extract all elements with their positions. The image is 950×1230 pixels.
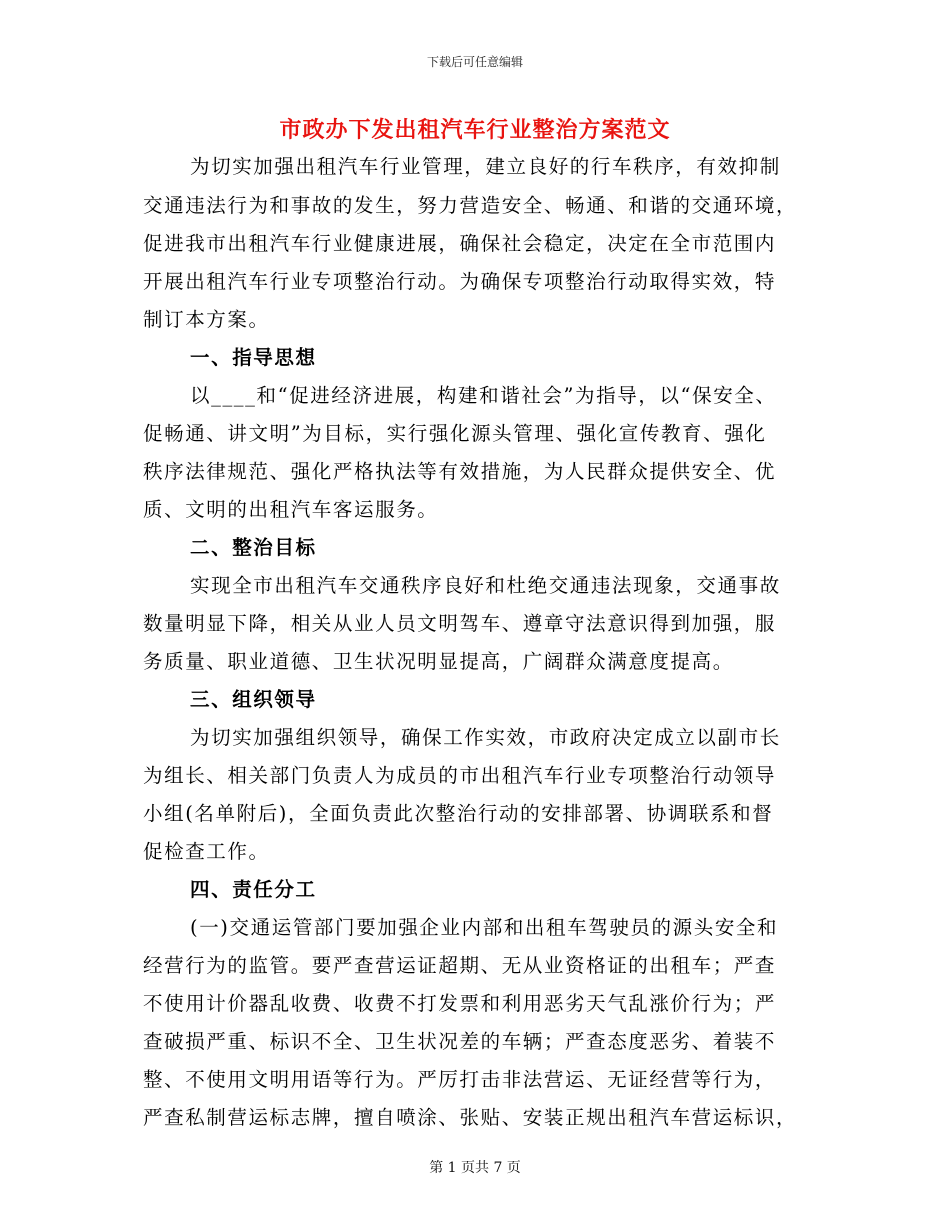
paragraph-line: 不使用计价器乱收费、收费不打发票和利用恶劣天气乱涨价行为；严	[143, 992, 777, 1015]
paragraph-line: 开展出租汽车行业专项整治行动。为确保专项整治行动取得实效，特	[143, 270, 777, 293]
paragraph-line: 为切实加强出租汽车行业管理，建立良好的行车秩序，有效抑制	[190, 155, 781, 178]
paragraph-line: 整、不使用文明用语等行为。严厉打击非法营运、无证经营等行为，	[143, 1068, 777, 1091]
paragraph-line: 实现全市出租汽车交通秩序良好和杜绝交通违法现象，交通事故	[190, 574, 781, 597]
paragraph-line: 促检查工作。	[143, 840, 270, 863]
section-heading: 四、责任分工	[190, 878, 317, 901]
paragraph-line: (一)交通运管部门要加强企业内部和出租车驾驶员的源头安全和	[190, 916, 779, 939]
page-header: 下载后可任意编辑	[426, 55, 523, 69]
section-heading: 一、指导思想	[190, 346, 317, 369]
paragraph-line: 交通违法行为和事故的发生，努力营造安全、畅通、和谐的交通环境，	[143, 194, 798, 217]
document-title: 市政办下发出租汽车行业整治方案范文	[279, 117, 671, 143]
section-heading: 三、组织领导	[190, 688, 317, 711]
paragraph-line: 促进我市出租汽车行业健康进展，确保社会稳定，决定在全市范围内	[143, 232, 777, 255]
paragraph-line: 质、文明的出租汽车客运服务。	[143, 498, 439, 521]
paragraph-line: 为切实加强组织领导，确保工作实效，市政府决定成立以副市长	[190, 726, 781, 749]
paragraph-line: 经营行为的监管。要严查营运证超期、无从业资格证的出租车；严查	[143, 954, 777, 977]
paragraph-line: 严查私制营运标志牌，擅自喷涂、张贴、安装正规出租汽车营运标识，	[143, 1106, 798, 1129]
paragraph-line: 为组长、相关部门负责人为成员的市出租汽车行业专项整治行动领导	[143, 764, 777, 787]
section-heading: 二、整治目标	[190, 536, 317, 559]
paragraph-line: 查破损严重、标识不全、卫生状况差的车辆；严查态度恶劣、着装不	[143, 1030, 777, 1053]
paragraph-line: 促畅通、讲文明”为目标，实行强化源头管理、强化宣传教育、强化	[143, 422, 767, 445]
paragraph-line: 秩序法律规范、强化严格执法等有效措施，为人民群众提供安全、优	[143, 460, 777, 483]
paragraph-line: 以____和“促进经济进展，构建和谐社会”为指导，以“保安全、	[190, 384, 777, 407]
paragraph-line: 数量明显下降，相关从业人员文明驾车、遵章守法意识得到加强，服	[143, 612, 777, 635]
paragraph-line: 务质量、职业道德、卫生状况明显提高，广阔群众满意度提高。	[143, 650, 734, 673]
paragraph-line: 小组(名单附后)，全面负责此次整治行动的安排部署、协调联系和督	[143, 802, 774, 825]
page-footer: 第 1 页共 7 页	[429, 1160, 521, 1176]
paragraph-line: 制订本方案。	[143, 308, 270, 331]
